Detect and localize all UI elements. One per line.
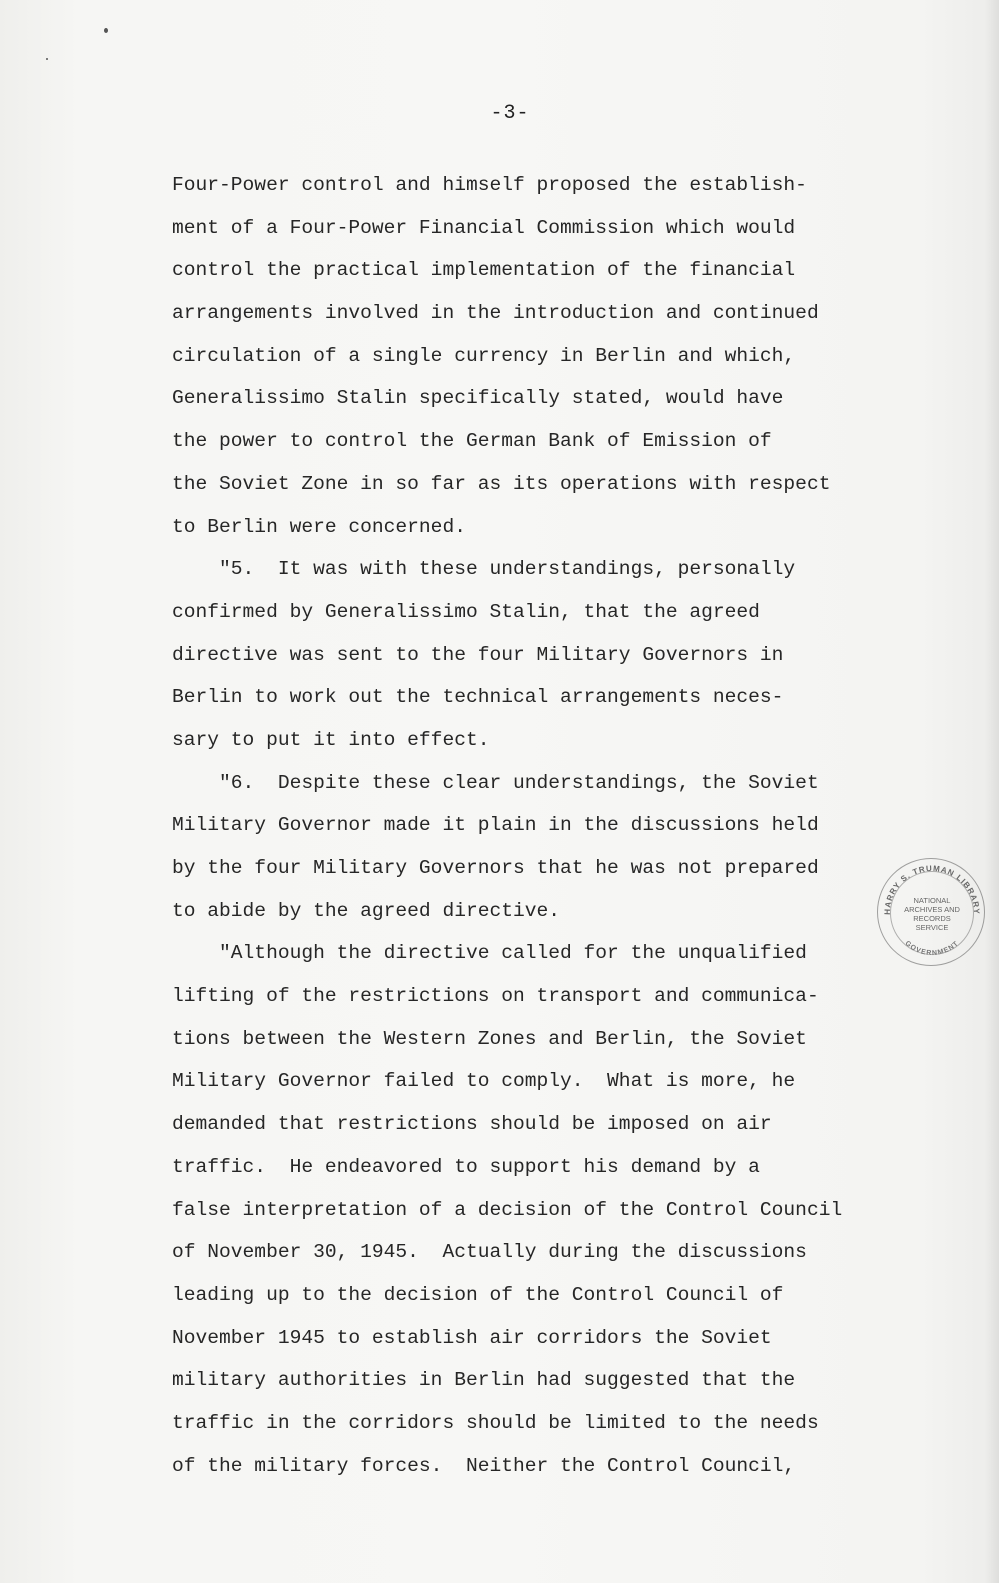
stamp-center-line: RECORDS [913, 914, 951, 923]
text-line: false interpretation of a decision of the Control Council [172, 1198, 843, 1221]
svg-text:GOVERNMENT [904, 940, 961, 957]
text-line: traffic. He endeavored to support his demand by a [172, 1155, 760, 1178]
text-line: "5. It was with these understandings, personally [172, 558, 796, 581]
page-edge-shadow [985, 0, 999, 1583]
text-line: by the four Military Governors that he was not prepared [172, 857, 819, 879]
text-line: Military Governor made it plain in the discussions held [172, 814, 819, 837]
text-line: demanded that restrictions should be imposed on air [172, 1113, 772, 1136]
stamp-center-line: NATIONAL [913, 896, 951, 905]
archive-stamp-seal [878, 859, 986, 967]
text-line: ment of a Four-Power Financial Commission which would [172, 216, 796, 239]
text-line: military authorities in Berlin had suggested that the [172, 1369, 796, 1392]
text-line: circulation of a single currency in Berlin and which, [172, 344, 796, 367]
text-line: Berlin to work out the technical arrangements neces- [172, 686, 784, 709]
stamp-center-line: SERVICE [915, 923, 949, 932]
stamp-center-line: ARCHIVES AND [904, 905, 960, 914]
text-line: the power to control the German Bank of Emission of [172, 430, 772, 453]
text-line: of the military forces. Neither the Control Council, [172, 1454, 796, 1477]
stamp-ring-text: HARRY S. TRUMAN LIBRARY [882, 863, 982, 915]
text-line: the Soviet Zone in so far as its operations with respect [172, 472, 831, 495]
stamp-bottom-text: GOVERNMENT [903, 939, 961, 958]
text-line: Four-Power control and himself proposed the establish- [172, 174, 807, 196]
ink-speck [104, 28, 108, 33]
text-line: "6. Despite these clear understandings, the Soviet [172, 771, 819, 794]
text-line: tions between the Western Zones and Berlin, the Soviet [172, 1027, 807, 1050]
text-line: arrangements involved in the introduction and continued [172, 302, 819, 325]
ink-speck [46, 58, 48, 60]
text-line: "Although the directive called for the unqualified [172, 942, 807, 965]
text-line: Military Governor failed to comply. What is more, he [172, 1070, 796, 1093]
text-line: traffic in the corridors should be limited to the needs [172, 1411, 819, 1434]
text-line: control the practical implementation of the financial [172, 259, 796, 282]
text-line: to Berlin were concerned. [172, 515, 466, 538]
text-line: lifting of the restrictions on transport and communica- [172, 985, 819, 1008]
text-line: directive was sent to the four Military Governors in [172, 643, 784, 666]
body-text [172, 164, 932, 1487]
text-line: leading up to the decision of the Control Council of [172, 1283, 784, 1306]
text-line: of November 30, 1945. Actually during the discussions [172, 1241, 807, 1264]
page-number: -3- [490, 102, 530, 125]
text-line: Generalissimo Stalin specifically stated, would have [172, 387, 784, 410]
archive-stamp [877, 858, 985, 966]
text-line: sary to put it into effect. [172, 728, 490, 751]
text-line: confirmed by Generalissimo Stalin, that the agreed [172, 600, 760, 623]
text-line: to abide by the agreed directive. [172, 899, 561, 922]
text-line: November 1945 to establish air corridors the Soviet [172, 1326, 772, 1349]
